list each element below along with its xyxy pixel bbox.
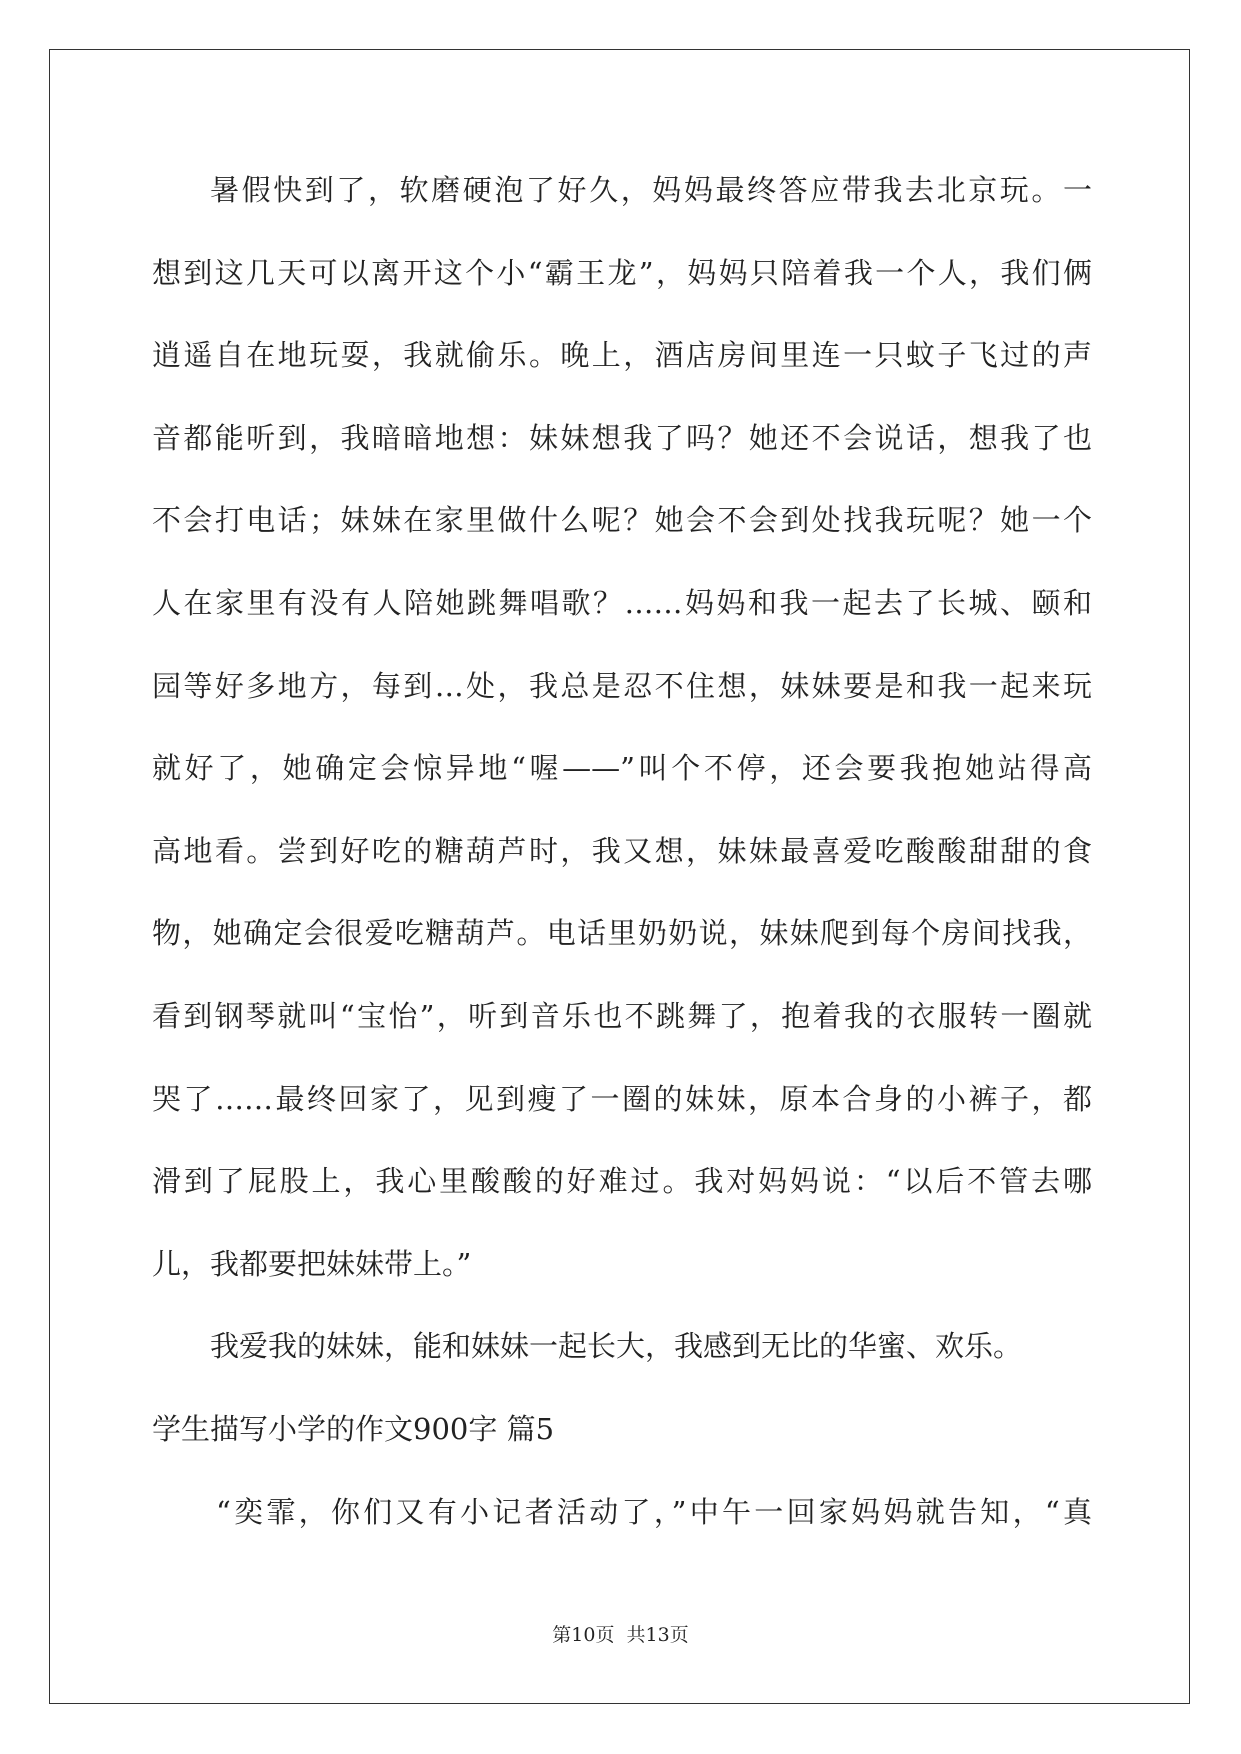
page-footer [0,1620,1241,1647]
paragraph-line: 物，她确定会很爱吃糖葫芦。电话里奶奶说，妹妹爬到每个房间找我， [152,916,1092,951]
paragraph-line: 人在家里有没有人陪她跳舞唱歌？……妈妈和我一起去了长城、颐和 [152,585,1092,620]
page-number-total: 共13页 [626,1624,689,1646]
paragraph-line: 逍遥自在地玩耍，我就偷乐。晚上，酒店房间里连一只蚊子飞过的声 [152,338,1092,373]
paragraph-line: 我爱我的妹妹，能和妹妹一起长大，我感到无比的华蜜、欢乐。 [210,1329,1023,1364]
paragraph-line: 滑到了屁股上，我心里酸酸的好难过。我对妈妈说：“以后不管去哪 [152,1164,1092,1199]
paragraph-line: 就好了，她确定会惊异地“喔——”叫个不停，还会要我抱她站得高 [152,751,1092,786]
paragraph-line: 不会打电话；妹妹在家里做什么呢？她会不会到处找我玩呢？她一个 [152,503,1092,538]
page-number-current: 第10页 [552,1624,615,1646]
paragraph-line: “奕霏，你们又有小记者活动了，”中午一回家妈妈就告知，“真 [216,1494,1092,1529]
paragraph-line: 音都能听到，我暗暗地想：妹妹想我了吗？她还不会说话，想我了也 [152,420,1092,455]
paragraph-line: 儿，我都要把妹妹带上。” [152,1246,472,1281]
document-body [152,166,1092,1570]
paragraph-line: 想到这几天可以离开这个小“霸王龙”，妈妈只陪着我一个人，我们俩 [152,255,1092,290]
paragraph-line: 哭了……最终回家了，见到瘦了一圈的妹妹，原本合身的小裤子，都 [152,1081,1092,1116]
paragraph-line: 暑假快到了，软磨硬泡了好久，妈妈最终答应带我去北京玩。一 [210,173,1092,207]
section-heading: 学生描写小学的作文900字 篇5 [152,1411,555,1446]
paragraph-line: 看到钢琴就叫“宝怡”，听到音乐也不跳舞了，抱着我的衣服转一圈就 [152,998,1092,1033]
paragraph-line: 园等好多地方，每到…处，我总是忍不住想，妹妹要是和我一起来玩 [152,668,1092,703]
paragraph-line: 高地看。尝到好吃的糖葫芦时，我又想，妹妹最喜爱吃酸酸甜甜的食 [152,833,1092,868]
